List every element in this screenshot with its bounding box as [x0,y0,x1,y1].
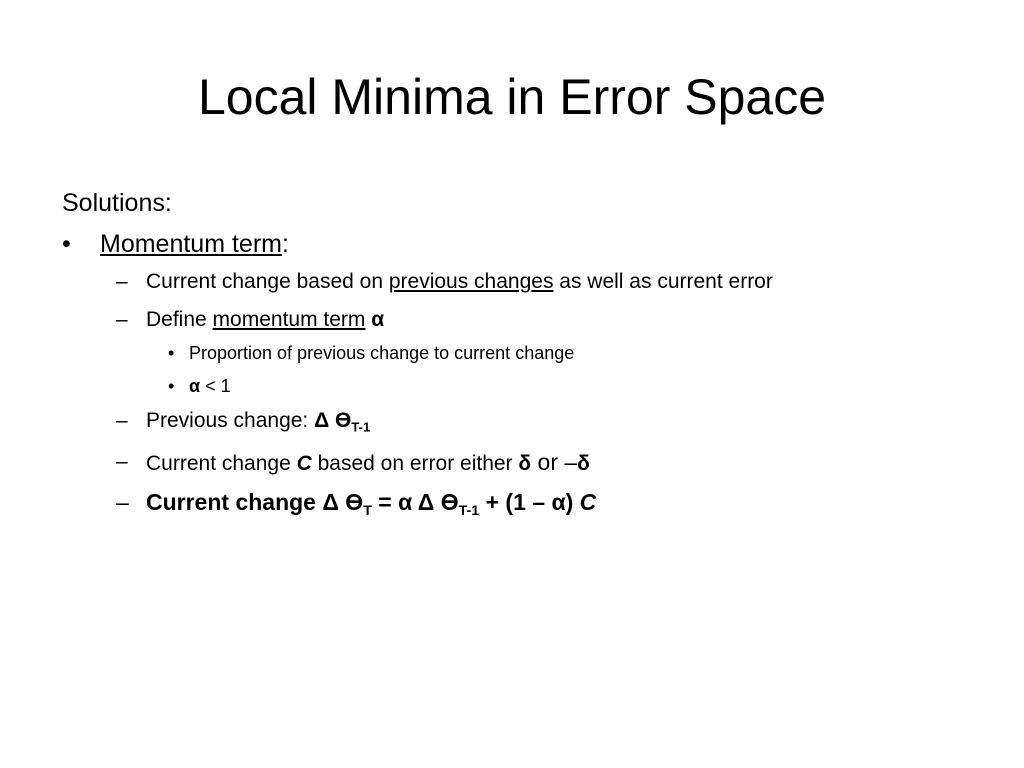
text: based on error either [311,452,519,475]
momentum-text [100,229,289,259]
subscript: T-1 [458,502,480,519]
c-symbol: C [296,452,312,475]
previous-changes-text: previous changes [388,270,554,293]
dash: – [116,450,128,473]
text: or – [531,449,578,475]
solutions-label: Solutions: [62,189,172,217]
alpha-symbol: α [365,308,385,331]
delta-symbol: δ [577,452,590,475]
alpha-text [189,375,231,397]
item-text [146,449,590,477]
sub-bullet: • [168,376,175,396]
momentum-term-text: momentum term [212,308,366,331]
text: Previous change: [146,409,315,432]
bullet: • [62,230,71,258]
formula-text [146,488,597,519]
momentum-colon: : [281,230,289,258]
text: Define [146,308,213,331]
delta-theta-symbol: Δ ϴ [314,409,352,432]
subscript: T [363,502,372,519]
item-text [146,408,370,434]
text: as well as current error [553,270,773,293]
slide-title: Local Minima in Error Space [197,69,827,125]
dash: – [116,308,128,331]
momentum-term-link: Momentum term [100,230,282,258]
item-text [146,307,384,333]
subscript: T-1 [351,419,371,435]
dash: – [116,409,128,432]
text: < 1 [200,376,231,396]
formula-part: Current change Δ ϴ [146,489,364,515]
sub-bullet: • [168,343,175,363]
dash: – [116,270,128,293]
text: Current change [146,452,297,475]
formula-part: = α Δ ϴ [371,489,459,515]
text: Current change based on [146,270,389,293]
formula-part: + (1 – α) [479,489,580,515]
proportion-text: Proportion of previous change to current change [189,343,575,363]
c-symbol: C [579,489,597,515]
dash: – [116,489,129,515]
item-text [146,269,773,295]
alpha-symbol: α [189,376,201,396]
delta-symbol: δ [518,452,532,475]
